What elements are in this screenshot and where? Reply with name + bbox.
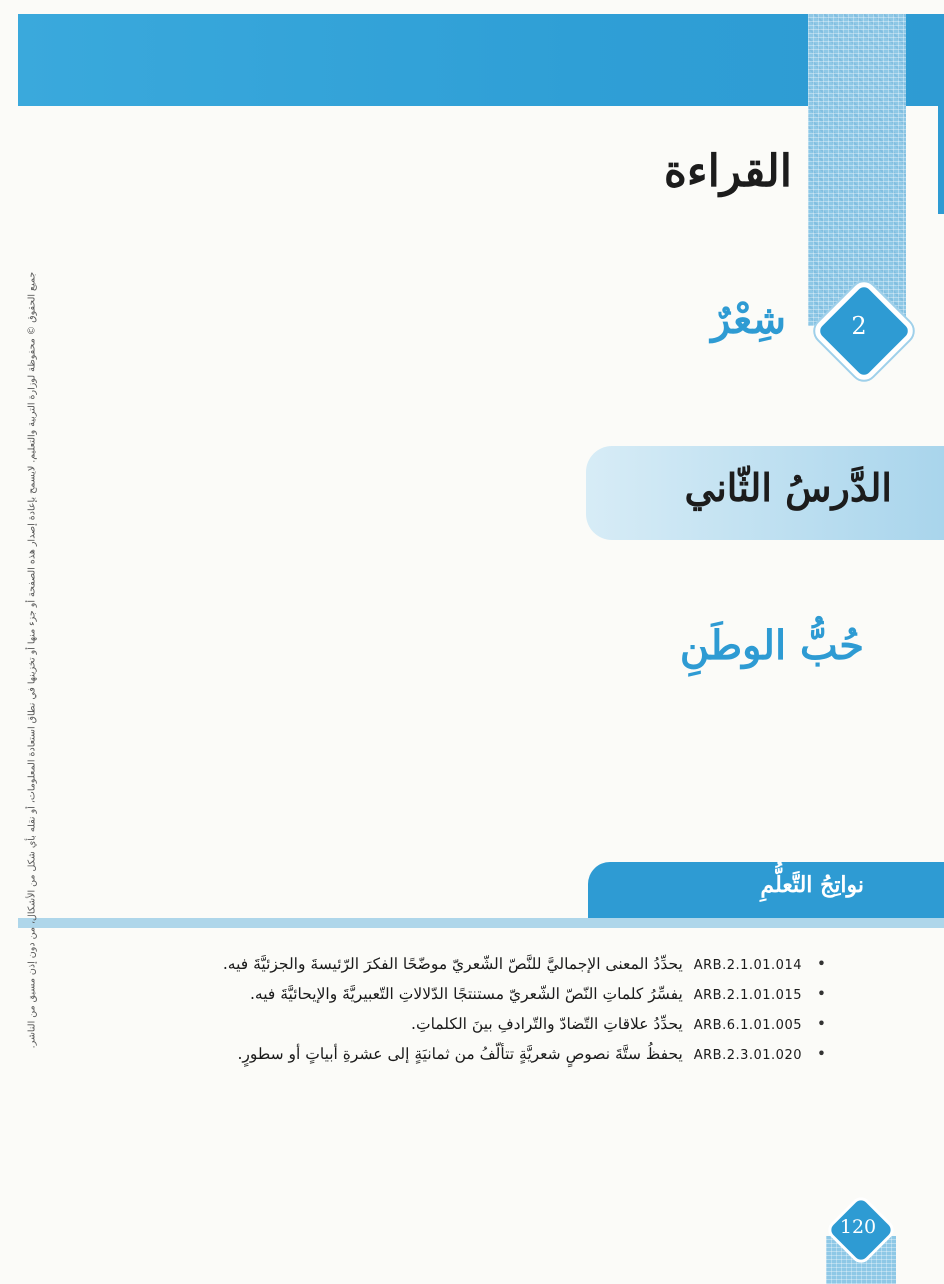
outcomes-heading: نواتِجُ التَّعلُّمِ	[760, 872, 864, 898]
section-title: شِعْرٌ	[711, 296, 786, 343]
lesson-title: الدَّرسُ الثّاني	[684, 465, 892, 510]
unit-number-badge	[813, 280, 905, 372]
outcomes-list	[106, 950, 826, 1070]
chapter-title: القراءة	[663, 146, 792, 197]
list-item	[106, 950, 826, 980]
page-number-badge	[827, 1196, 889, 1258]
outcome-text: يفسِّرُ كلماتِ النّصّ الشّعريّ مستنتجًا الدّلالاتِ التّعبيريَّةَ والإيحائيَّةَ فيه.	[249, 985, 683, 1003]
outcome-code: ARB.2.3.01.020	[693, 1048, 802, 1063]
copyright-notice	[20, 271, 44, 1049]
outcome-text: يحدِّدُ المعنى الإجماليَّ للنَّصّ الشّعريّ موضّحًا الفكرَ الرّئيسةَ والجزئيَّةَ فيه.	[222, 955, 683, 973]
list-item	[106, 1010, 826, 1040]
poem-title: حُبُّ الوطَنِ	[679, 622, 864, 669]
outcome-text: يحدِّدُ علاقاتِ التّضادّ والتّرادفِ بينَ الكلماتِ.	[411, 1015, 683, 1033]
outcome-code: ARB.6.1.01.005	[693, 1018, 802, 1033]
outcomes-divider	[18, 918, 944, 928]
bullet-icon: •	[816, 1045, 826, 1063]
page-number: 120	[839, 1216, 877, 1238]
list-item	[106, 980, 826, 1010]
edge-strip	[938, 14, 944, 214]
copyright-text: جميع الحقوق © محفوظة لوزارة التربية والتعليم. لايسمح بإعادة إصدار هذه الصفحة أو جزء منها أو تخزينها في نطاق استعادة المعلومات، أو نقله بأي شكل من الأشكال، من دون إذن مسبق من الناشر.	[26, 271, 38, 1049]
unit-number: 2	[851, 312, 867, 340]
outcome-text: يحفظُ ستَّةَ نصوصٍ شعريَّةٍ تتألّفُ من ثمانيَةٍ إلى عشرةِ أبياتٍ أو سطورٍ.	[237, 1045, 683, 1063]
bullet-icon: •	[816, 955, 826, 973]
outcome-code: ARB.2.1.01.015	[693, 988, 802, 1003]
header-band	[18, 14, 944, 106]
list-item	[106, 1040, 826, 1070]
bullet-icon: •	[816, 1015, 826, 1033]
outcome-code: ARB.2.1.01.014	[693, 958, 802, 973]
bullet-icon: •	[816, 985, 826, 1003]
